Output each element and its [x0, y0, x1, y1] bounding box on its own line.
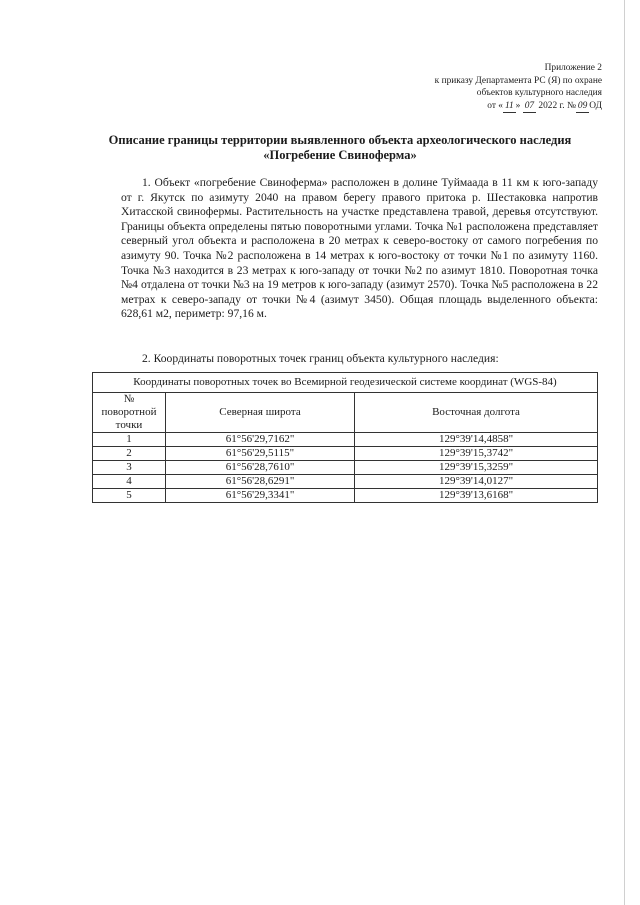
- coordinates-table: [92, 372, 598, 503]
- table-row: [93, 489, 598, 503]
- latitude-cell: 61°56'28,6291": [166, 475, 355, 489]
- latitude-cell: 61°56'29,5115": [166, 447, 355, 461]
- point-number-cell: 5: [93, 489, 166, 503]
- date-month: 07: [523, 100, 536, 114]
- appendix-label: Приложение 2: [544, 63, 602, 73]
- date-separator: »: [515, 100, 523, 111]
- table-row: [93, 461, 598, 475]
- longitude-cell: 129°39'14,0127": [355, 475, 598, 489]
- appendix-header: [435, 62, 602, 113]
- appendix-date-line: [435, 100, 602, 114]
- date-prefix: от «: [487, 100, 503, 111]
- longitude-cell: 129°39'14,4858": [355, 433, 598, 447]
- order-suffix: ОД: [589, 100, 602, 111]
- appendix-department: объектов культурного наследия: [476, 88, 602, 98]
- column-header-point-number: № поворотной точки: [93, 393, 166, 433]
- table-row: [93, 433, 598, 447]
- table-caption: Координаты поворотных точек во Всемирной геодезической системе координат (WGS-84): [93, 373, 598, 393]
- title-line-1: Описание границы территории выявленного объекта археологического наследия: [108, 133, 572, 147]
- table-row: [93, 475, 598, 489]
- order-number: 09: [576, 100, 589, 114]
- latitude-cell: 61°56'29,7162": [166, 433, 355, 447]
- longitude-cell: 129°39'13,6168": [355, 489, 598, 503]
- column-header-latitude: Северная широта: [166, 393, 355, 433]
- document-title: [60, 133, 620, 163]
- table-row: [93, 447, 598, 461]
- title-line-2: «Погребение Свиноферма»: [263, 148, 417, 162]
- scan-edge-line: [624, 0, 625, 905]
- date-year: 2022 г. №: [538, 100, 576, 111]
- paragraph-2-text: 2. Координаты поворотных точек границ объекта культурного наследия:: [142, 352, 499, 365]
- point-number-cell: 4: [93, 475, 166, 489]
- point-number-cell: 2: [93, 447, 166, 461]
- latitude-cell: 61°56'29,3341": [166, 489, 355, 503]
- appendix-order-ref: к приказу Департамента РС (Я) по охране: [434, 75, 602, 86]
- paragraph-1-text: 1. Объект «погребение Свиноферма» расположен в долине Туймаада в 11 км к юго-западу от г. Якутск по азимуту 2040 на правом берегу правого притока р. Шестаковка напротив Хитасской свинофермы. Растительность на участке представлена травой, деревья отсутствуют. Границы объекта определены пятью поворотными углами. Точка №1 расположена представляет северный угол объекта и расположена в 20 метрах к северо-востоку от самого погребения по азимуту 90. Точка №2 расположена в 14 метрах к юго-востоку от точки №1 по азимуту 1160. Точка №3 находится в 23 метрах к юго-западу от точки №2 по азимут 1810. Поворотная точка №4 отдалена от точки №3 на 19 метров к юго-западу (азимут 2570). Точка №5 расположена в 22 метрах к северо-западу от точки №4 (азимут 3450). Общая площадь выделенного объекта: 628,61 м2, периметр: 97,16 м.: [121, 176, 598, 321]
- paragraph-object-description: [121, 176, 598, 322]
- latitude-cell: 61°56'28,7610": [166, 461, 355, 475]
- longitude-cell: 129°39'15,3259": [355, 461, 598, 475]
- longitude-cell: 129°39'15,3742": [355, 447, 598, 461]
- paragraph-coordinates-intro: [121, 352, 598, 367]
- point-number-cell: 3: [93, 461, 166, 475]
- date-day: 11: [503, 100, 516, 114]
- point-number-cell: 1: [93, 433, 166, 447]
- column-header-longitude: Восточная долгота: [355, 393, 598, 433]
